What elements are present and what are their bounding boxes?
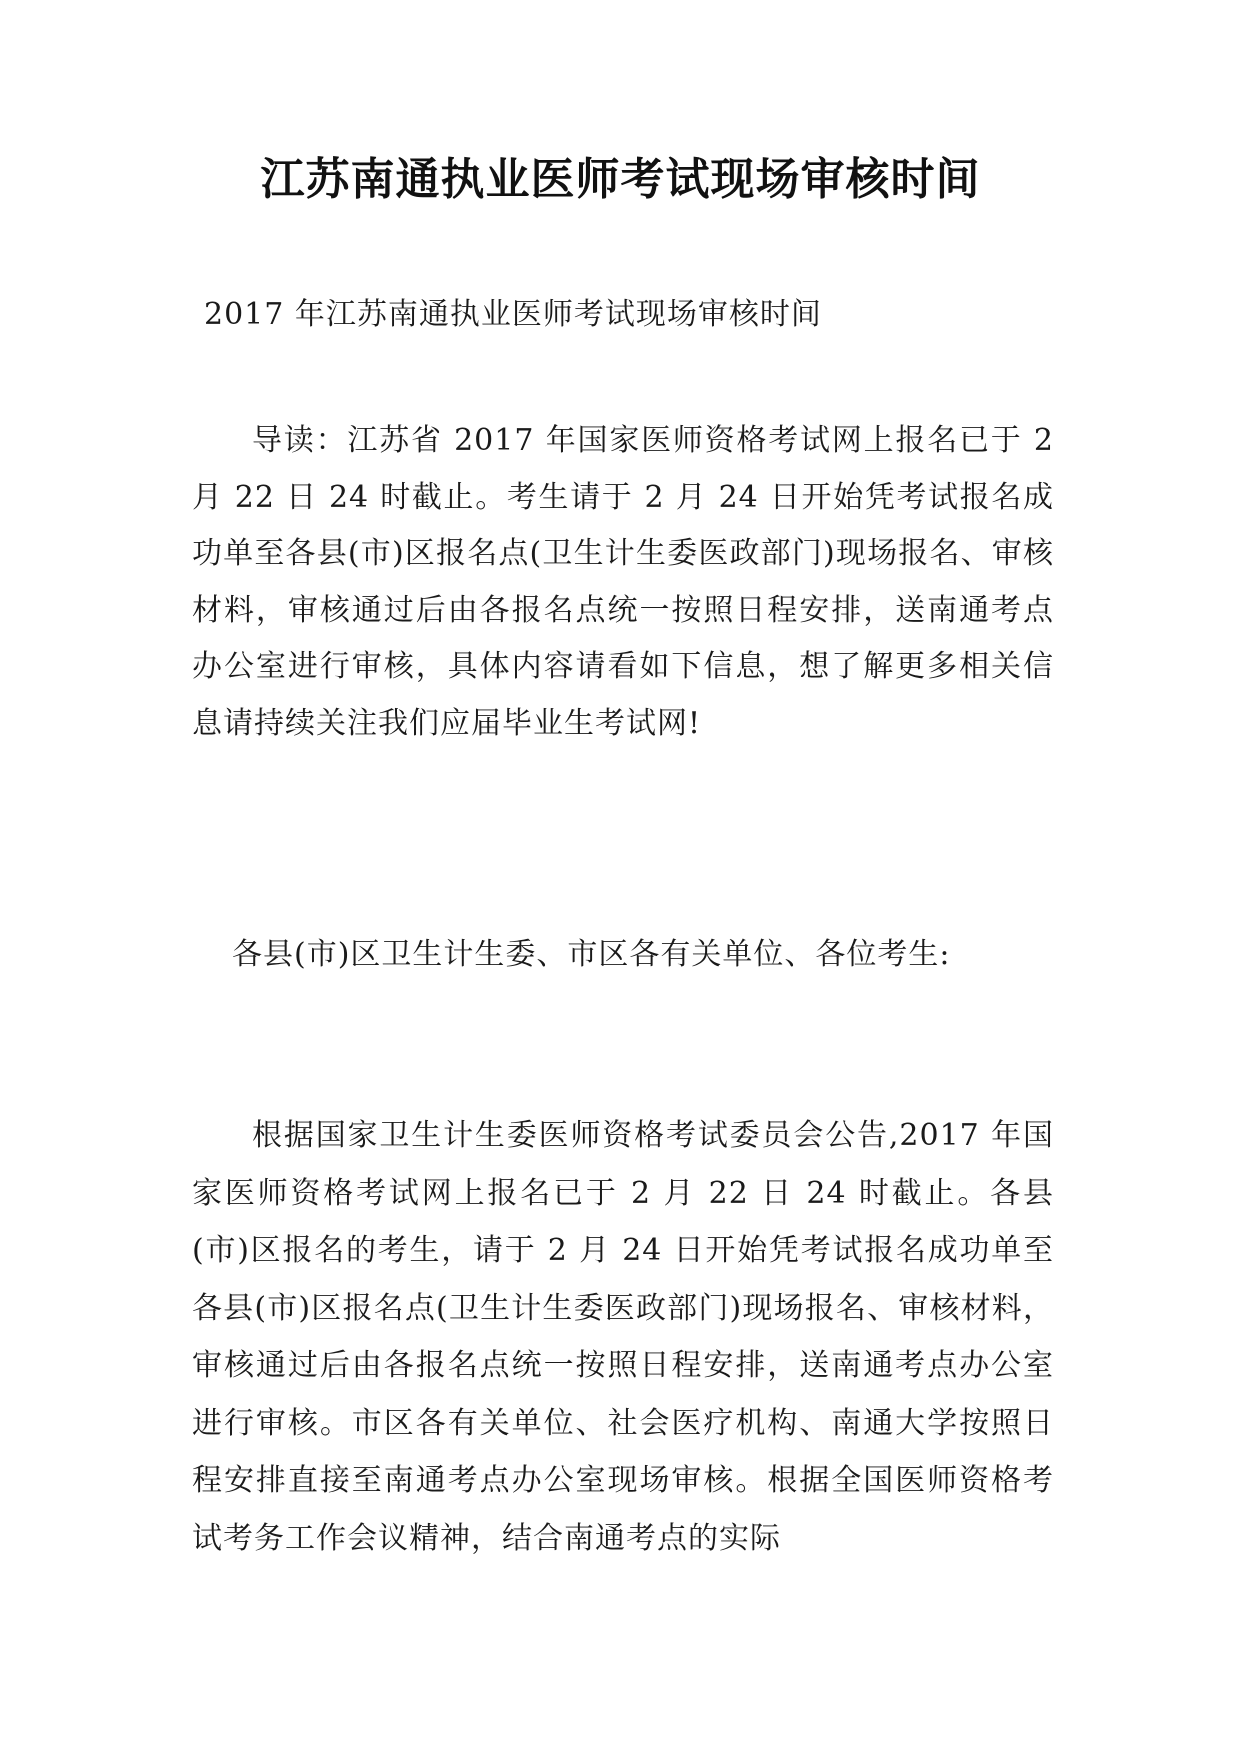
salutation-line: 各县(市)区卫生计生委、市区各有关单位、各位考生: [232, 937, 951, 972]
body-paragraph: 根据国家卫生计生委医师资格考试委员会公告,2017 年国家医师资格考试网上报名已于 2 月 22 日 24 时截止。各县(市)区报名的考生，请于 2 月 24 日开始凭考试报名成功单至各县(市)区报名点(卫生计生委医政部门)现场报名、审核材料，审核通过后由各报名点统一按照日程安排，送南通考点办公室进行审核。市区各有关单位、社会医疗机构、南通大学按照日程安排直接至南通考点办公室现场审核。根据全国医师资格考试考务工作会议精神，结合南通考点的实际 [192, 1118, 1054, 1556]
document-title: 江苏南通执业医师考试现场审核时间 [260, 154, 981, 205]
document-subtitle: 2017 年江苏南通执业医师考试现场审核时间 [204, 297, 822, 332]
intro-paragraph: 导读：江苏省 2017 年国家医师资格考试网上报名已于 2 月 22 日 24 时截止。考生请于 2 月 24 日开始凭考试报名成功单至各县(市)区报名点(卫生计生委医政部门)现场报名、审核材料，审核通过后由各报名点统一按照日程安排，送南通考点办公室进行审核，具体内容请看如下信息，想了解更多相关信息请持续关注我们应届毕业生考试网! [192, 423, 1054, 741]
